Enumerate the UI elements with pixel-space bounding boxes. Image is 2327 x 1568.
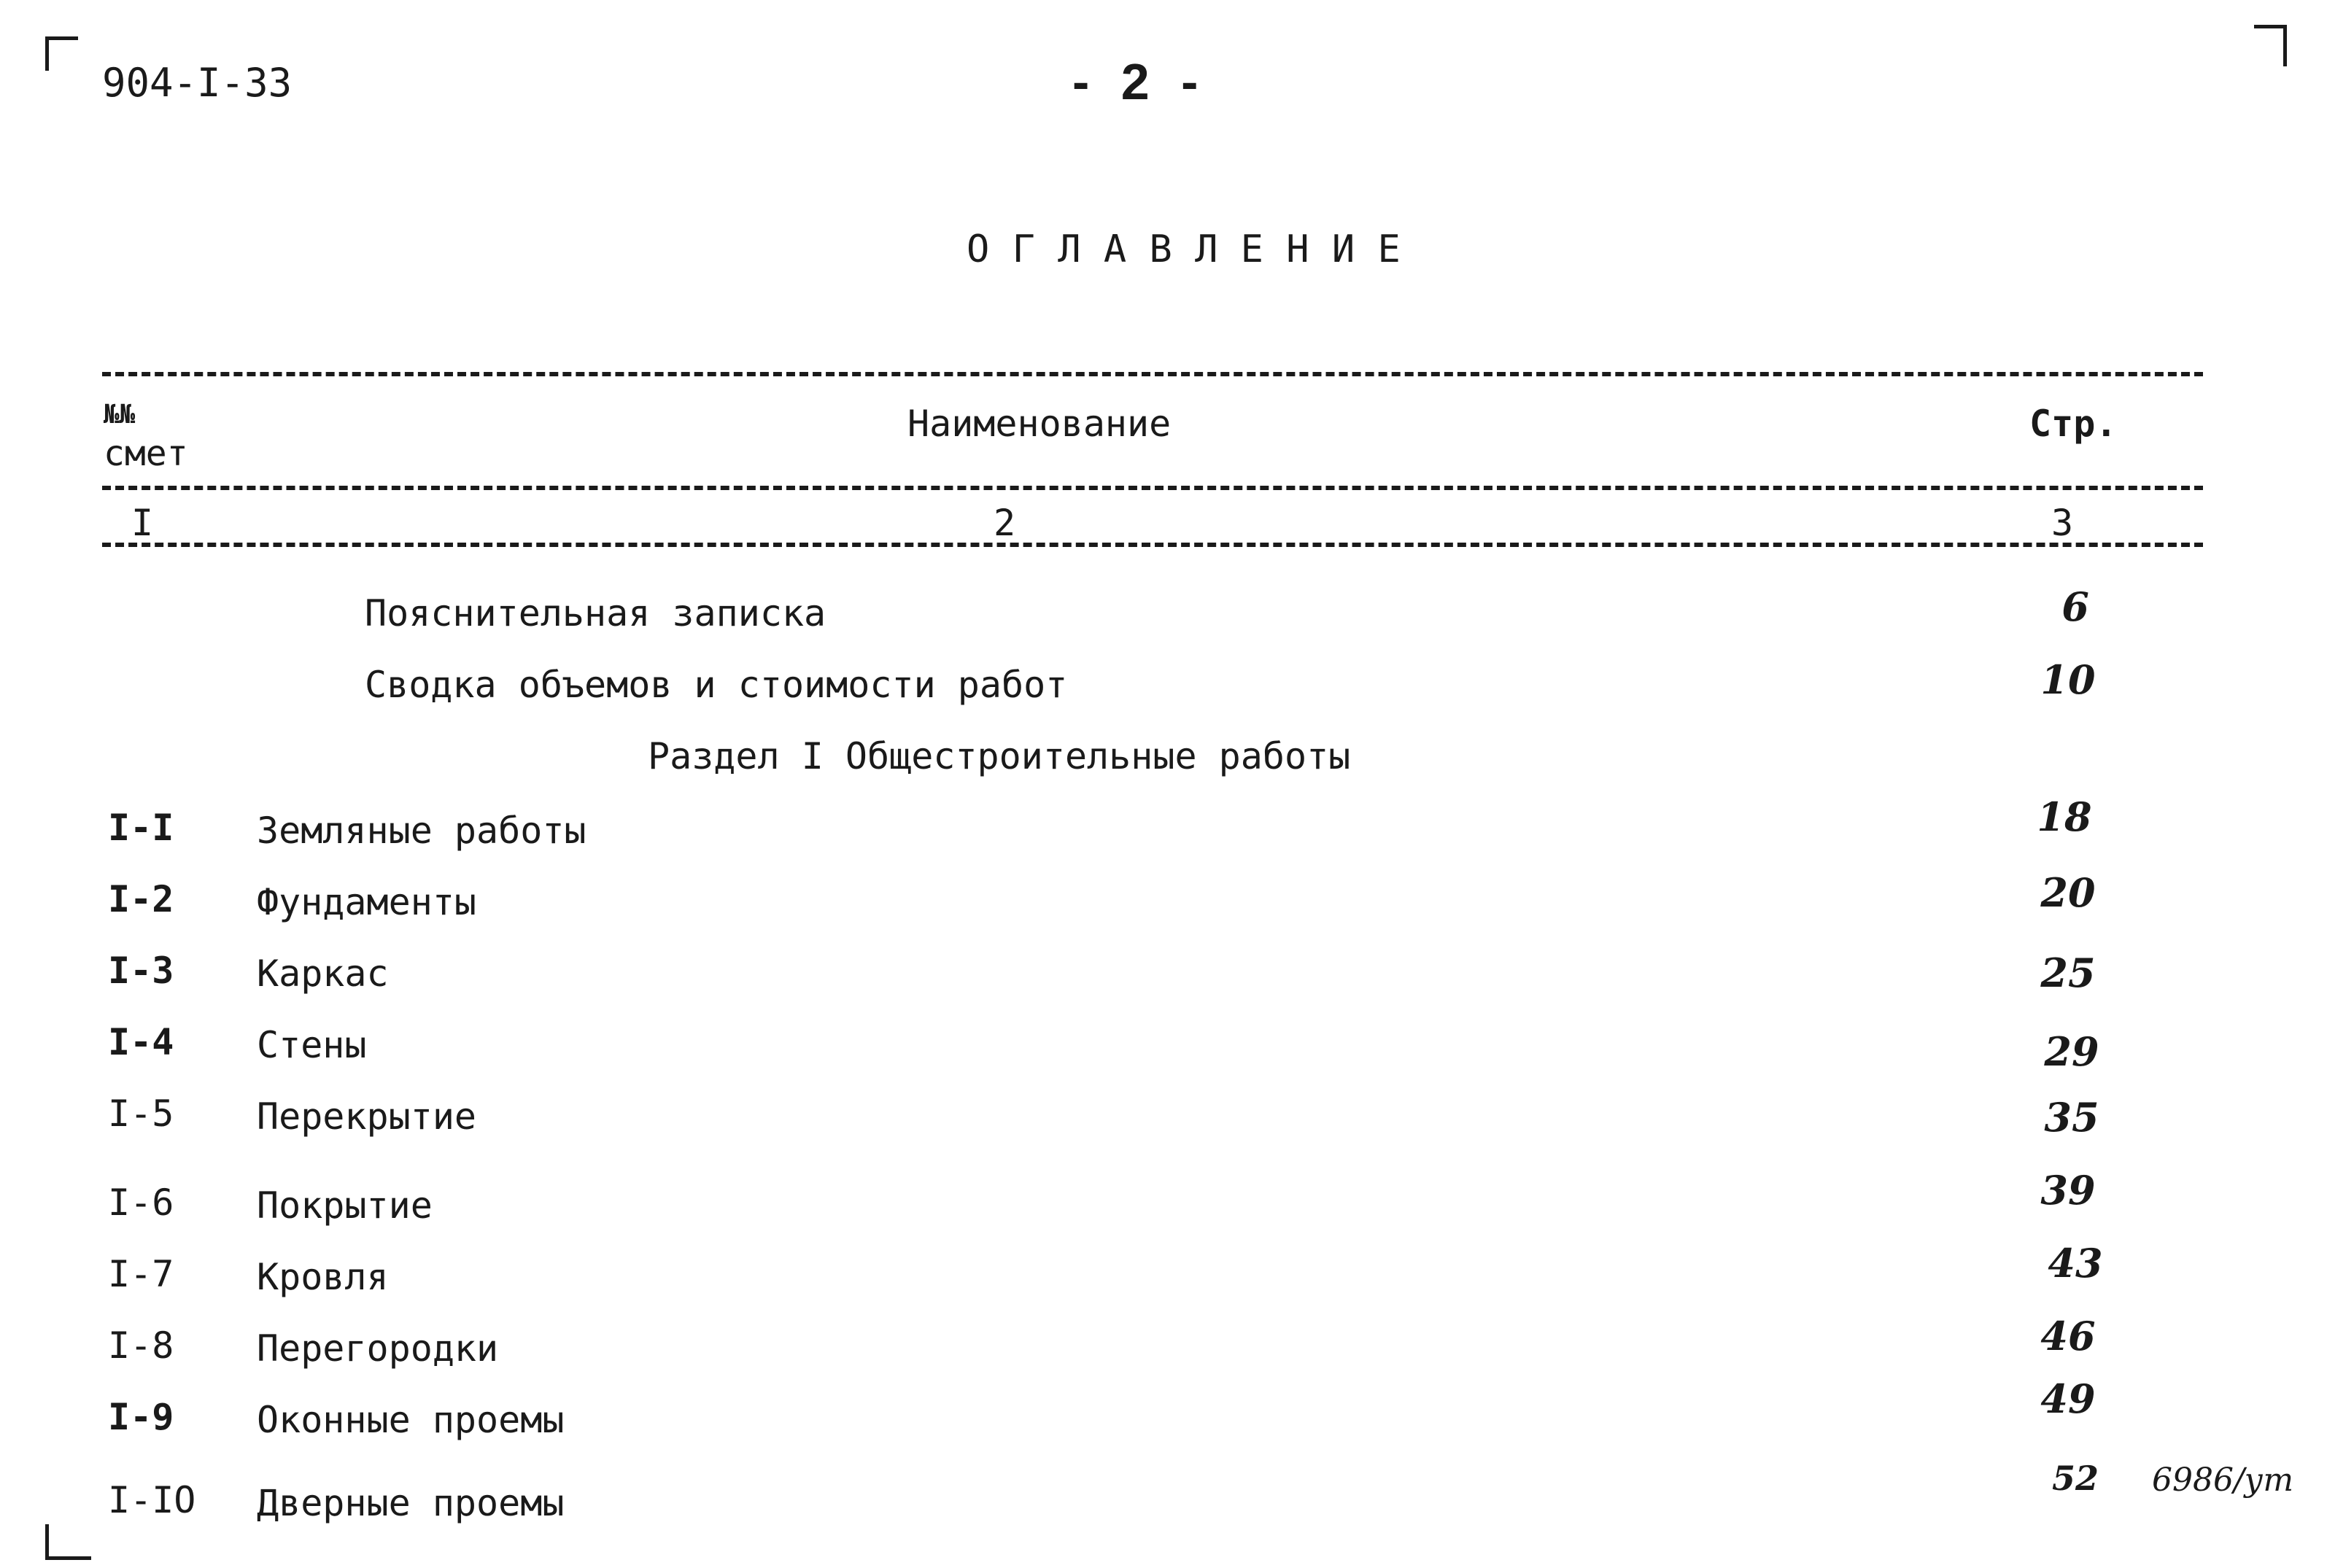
intro-item-page: 10 (2040, 656, 2096, 703)
column-number-index-2: 2 (994, 502, 1016, 544)
column-header-name: Наименование (907, 403, 1172, 445)
column-header-page: Стр. (2029, 403, 2118, 445)
estimate-page: 20 (2040, 869, 2096, 916)
column-number-index-1: I (131, 502, 154, 544)
estimate-number: I-8 (108, 1324, 174, 1367)
estimate-number: I-7 (108, 1253, 174, 1295)
estimate-name: Каркас (257, 952, 389, 995)
estimate-number: I-2 (108, 878, 174, 920)
corner-mark-top-left (45, 36, 78, 71)
table-header-rule (102, 486, 2203, 490)
estimate-page: 49 (2040, 1375, 2096, 1422)
handwritten-note: 6986/ут (2152, 1462, 2294, 1499)
estimate-page: 43 (2048, 1240, 2103, 1286)
column-header-number-line1: №№ (104, 400, 136, 430)
estimate-page: 35 (2044, 1094, 2099, 1141)
estimate-page: 52 (2051, 1459, 2099, 1498)
estimate-number: I-5 (108, 1092, 174, 1135)
estimate-number: I-IO (108, 1479, 196, 1521)
document-code: 904-I-33 (102, 60, 293, 106)
intro-item-page: 6 (2061, 583, 2089, 630)
estimate-page: 46 (2040, 1313, 2096, 1359)
estimate-name: Дверные проемы (257, 1482, 565, 1524)
intro-item-name: Пояснительная записка (365, 592, 826, 634)
section-title: Раздел I Общестроительные работы (648, 735, 1351, 777)
estimate-name: Оконные проемы (257, 1399, 565, 1441)
page-title: О Г Л А В Л Е Н И Е (967, 228, 1401, 271)
estimate-page: 25 (2040, 950, 2096, 996)
column-number-index-3: 3 (2051, 502, 2074, 544)
intro-item-name: Сводка объемов и стоимости работ (365, 664, 1068, 706)
estimate-page: 29 (2044, 1028, 2099, 1075)
corner-mark-bottom-left (45, 1524, 91, 1560)
estimate-name: Кровля (257, 1256, 389, 1298)
corner-mark-top-right (2254, 25, 2287, 66)
estimate-page: 39 (2040, 1167, 2096, 1214)
estimate-name: Перегородки (257, 1327, 499, 1370)
estimate-name: Земляные работы (257, 810, 586, 852)
estimate-number: I-4 (108, 1021, 174, 1063)
estimate-name: Фундаменты (257, 881, 477, 923)
estimate-number: I-3 (108, 950, 174, 992)
column-header-number-line2: смет (104, 433, 188, 474)
estimate-name: Стены (257, 1024, 367, 1066)
table-index-rule (102, 543, 2203, 547)
table-top-rule (102, 372, 2203, 376)
estimate-name: Покрытие (257, 1184, 433, 1227)
estimate-number: I-9 (108, 1396, 174, 1438)
estimate-number: I-I (108, 807, 174, 849)
estimate-number: I-6 (108, 1181, 174, 1224)
page-number: - 2 - (1072, 53, 1199, 110)
estimate-page: 18 (2037, 793, 2092, 840)
estimate-name: Перекрытие (257, 1095, 477, 1138)
